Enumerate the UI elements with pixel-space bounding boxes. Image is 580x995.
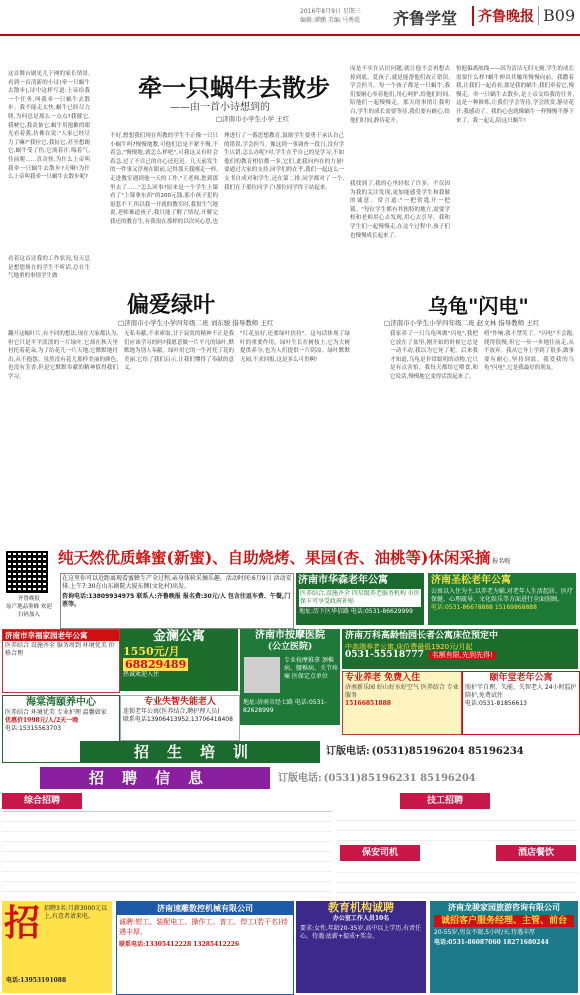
zhao-big-char: 招: [4, 902, 41, 944]
page-header: [0, 0, 580, 36]
wanke-ad: [342, 629, 578, 669]
article1-title: 牵一只蜗牛去散步: [138, 73, 330, 102]
jinlan-phone: 68829489: [125, 658, 187, 671]
sudiao-text: 诚聘:钳工、装配电工、操作工、普工、焊工(若干名)待遇丰厚。: [119, 918, 288, 936]
haitang-text: 医养结合 环境优美 专业护理 温馨如家: [5, 709, 107, 716]
anmo-contact: 地址:济南市经七路 电话:0531-82628999: [243, 699, 327, 714]
page-number: B09: [538, 6, 575, 25]
zhao-ad: [2, 901, 112, 993]
banner-desc: 原产地品鉴蜂 欢迎扫码加入: [6, 604, 52, 618]
shizhi-text: 连锁老年公寓(医养结合,聘护理人员): [123, 708, 220, 715]
jiaoyu-title: 教育机构诚聘: [328, 901, 394, 914]
article2-title: 偏爱绿叶: [127, 292, 216, 318]
shizhi-title: 专业失智失能老人: [143, 697, 216, 707]
yinian-text: 照护半自理、失能、失智老人 24小时监护陪护,免费试住: [465, 684, 577, 699]
anmo-photo: [244, 657, 280, 693]
article3-title: 乌龟"闪电": [428, 294, 529, 318]
classified-grid-left: [2, 811, 332, 898]
haitang-title: 海棠湾颐养中心: [26, 697, 96, 708]
zhaopin-banner: [40, 767, 270, 789]
article2-column-a: 翻开这幅叶片,有不同的想法,现在大家都认为,但它只是平平淡淡的一片绿叶,它却在秋天里衬托着花朵,为了给花儿一片天地,它默默地付出,从不抱怨。虽然没有花儿那样美丽的颜色,也没有芳香,但是它默默奉献的精神值得我们学习。: [8, 331, 118, 380]
banner-org: 齐鲁晚报: [17, 596, 40, 602]
sudiao-phone: 联系电话:13305412228 13285412226: [119, 941, 240, 948]
shengsong-contact: 电话:0531-86678888 15169868888: [431, 604, 537, 611]
qr-code: [6, 551, 48, 593]
shengsong-title: 济南圣松老年公寓: [431, 575, 511, 586]
article1-subtitle: ——由一首小诗想到的: [170, 102, 270, 113]
article3-column-a: 我家养了一只乌龟叫做"闪电",我把它放在了盆里,刚开始的时候它总是一动不动,我以为它死了呢。后来我才知道,乌龟是非常聪明的动物,它只是有点害怕。我每天都给它喂食,和它说话,慢慢地它变得活泼起来了。: [390, 331, 478, 380]
shizhi-phone: 联系电话13906413952,13706418408: [123, 716, 233, 723]
banner-headline: [58, 547, 578, 571]
article1-column-g: 怕他偏离航线——因为清洁无时无刻,学生的成长需要什么样?蜗牛伸出其触角慢慢向前。我撒着我,让我们一起看看,那是我的蜗牛,我们牵着它,慢慢走。牵一只蜗牛去散步,是上帝交给我的任务,这是一种修炼,让我们学会等待,学会欣赏,静待花开,我感动了。我的心也就像蜗牛一样慢慢平静下来了。我一起走,陪这只蜗牛!: [456, 66, 574, 124]
article1-column-b: 看着这首诗我的工作状况,每天总是想您规在的学生不听话,总在生气地重的事情学生做: [8, 256, 90, 280]
cat-zonghe-label: 综合招聘: [23, 796, 60, 806]
cat-jiudian: [496, 845, 576, 861]
jinlan-title: 金澜公寓: [152, 629, 205, 644]
wanke-phone: 0531-55518777: [345, 650, 424, 660]
anmo-subtitle: (公立医院): [267, 642, 313, 652]
section-title: 齐鲁学堂: [393, 9, 458, 28]
ding-phone-1: (0531)85196204 85196234: [371, 746, 524, 757]
sudiao-ad: [116, 901, 294, 995]
article1-column-d: 理进行了一番思想教育,鼓励学生要勇于承认自己的错误,学会担当。像这到一事调查一段日,没有学生认错,怎么办呢?对,学生在乎自己的是学习,不如他们的教育相信都一多,它们,此我向内在的力量!要通过大家的支持,同学们的在乎,我们一起这么一支书自成对和学生,还在第二排,同学都对了一个,我们在于那位同学了!那位同学终于站起来。: [224, 133, 344, 191]
zhaopin-title: 招聘信息: [88, 769, 221, 787]
classified-grid-right-bottom: [336, 863, 578, 897]
article1-column-f: 我找到了,我的心里轻松了许多。不仅因为我的关注发现,更加能感受学生和我做的诚意。常言道:"一把钥匙开一把锁。"每位学生都有其独特的地方,需要学校和老师用心去发现,用心去引导。我和学生们一起慢慢走,在这个过程中,孩子们也慢慢成长起来了。: [350, 181, 450, 239]
huasen-title: 济南市华森老年公寓: [298, 575, 388, 586]
ding-phone-2: (0531)85196231 85196204: [323, 773, 476, 784]
wanke-subtitle: 中高端养老公寓,床位费最低1920元/月起: [345, 643, 473, 651]
shengsong-ad: [428, 573, 576, 625]
banner-text: 在这里你可以近距离观看蜜蜂生产全过程,亲身体验采摘乐趣。活动时间:6月9日 活动安排:上午7:30在山东剧院大厦东侧(文化村)出发。: [62, 575, 292, 590]
ding-label-1: 订版电话:: [326, 746, 370, 757]
ding-line-2: [278, 771, 578, 789]
banner-title: 纯天然优质蜂蜜(新蜜)、自助烧烤、果园(杏、油桃等)休闲采摘: [58, 548, 491, 567]
zhuanye-title: 专业养老 免费入住: [345, 673, 421, 683]
cat-baoan-label: 保安司机: [361, 848, 398, 858]
yinian-title: 颐年堂老年公寓: [489, 673, 553, 683]
zhaosheng-title: 招生培训: [133, 743, 266, 761]
newspaper-logo: 齐鲁晚报: [472, 6, 534, 26]
haitang-contact: 电话:15315563703: [5, 725, 62, 732]
xingfu-ad: [2, 629, 120, 693]
jinlan-ad: [120, 629, 238, 691]
header-editors: 编辑:谭鹏 美编:马秀霞: [300, 17, 360, 24]
huasen-contact: 地址:历下区华信路 电话:0531-86629999: [299, 608, 413, 615]
zhaosheng-banner: [80, 741, 320, 763]
longjun-subtitle: 20-55岁,男女不限,5小时/天,待遇丰厚: [434, 929, 535, 936]
zhao-phone: 电话:13953191088: [6, 977, 67, 984]
huasen-ad: [296, 573, 424, 625]
longjun-ad: [430, 901, 578, 993]
zhuanye-ad: [342, 671, 462, 735]
article2-column-c: "红花虽好,还要绿叶扶持"。这句话体现了绿叶的重要作用。绿叶生长在树枝上,它为大树提供养分,也为人们提供一片阴凉。绿叶默默无闻,不求回报,这是多么可贵啊!: [240, 331, 350, 363]
anmo-ad: [240, 629, 340, 725]
jiaoyu-ad: [296, 901, 426, 993]
zhuanye-text: 济南新乐园 好山好水好空气 医养结合 专业服务: [345, 684, 459, 699]
article1-column-c: 不好,想想我们现在所教的学生不正像一只只小蜗牛吗?慢慢地教,可他们总是不紧不慢,不着急,"慢慢地,就怎么样吧",可我这又有时会着急,过了不自己的自心还迟迟。几天前发生的一件事又浮现在眼前,记得那天我刚走一样,走进教室遇到他一天的工作,"王老师,您到那里去了……"怎么回事?原来是一个学生上课看了"上课拿东西"的200元钱,那小孩子犯的很惹不下,所以我一开就的教室时,我很生气地说,老师难道孩子,我只能了解了情况,开解完我还的教育生,有我很在那样的以次问心思,也: [110, 133, 218, 225]
article2-byline: □济南市小学生小学四年级二班 刘东骏 指导教师 王红: [118, 319, 274, 327]
banner-suffix: 报名啦: [492, 558, 511, 565]
cat-jiudian-label: 酒店餐饮: [517, 848, 554, 858]
shengsong-text: 公寓以入住为主,以养老为辅,对老年人生活起居、医疗保健、心理疏导、文化娱乐等方面进行全面照顾。: [431, 588, 573, 603]
banner-org-block: [4, 595, 54, 631]
jiaoyu-subtitle: 办公室工作人员10名: [332, 915, 390, 922]
cat-baoan: [340, 845, 420, 861]
anmo-text: 专业按摩推拿 颈椎病、腰椎病、关节疼痛 医保定点单位: [284, 657, 339, 680]
wanke-tag: 名额有限,先到先得!: [429, 651, 496, 659]
wanke-title: 济南万科高龄怡园长者公寓床位预定中: [345, 631, 499, 641]
cat-jigong: [400, 793, 490, 809]
classified-grid-right-top: [336, 811, 578, 843]
longjun-title: 济南龙骏家园旅游咨询有限公司: [448, 902, 560, 912]
cat-zonghe: [2, 793, 82, 809]
xingfu-title: 济南市幸福家园老年公寓: [3, 630, 119, 641]
header-meta: [300, 7, 361, 25]
article1-byline: □济南市小学生小学 王红: [216, 115, 290, 123]
xingfu-text: 医养结合 设施齐全 服务周到 环境优美 价格合理: [5, 642, 115, 657]
haitang-price: 优惠价1998元/人/2天一晚: [5, 717, 79, 724]
sudiao-title: 济南速雕数控机械有限公司: [117, 902, 293, 915]
cat-jigong-label: 技工招聘: [426, 796, 463, 806]
article1-column-e: 而是不实在认识问题,就让他不会再想去掉到底。爱孩子,就是能帮他们改正错误,学会担当。每一个孩子都是一只蜗牛,我们要耐心牵着他们,用心呵护,给他们时间,陪他们一起慢慢走。那天的事情让我明白,学生的成长需要等待,我们要有耐心,给他们时间,静待花开。: [350, 66, 450, 124]
article2-column-b: 无私奉献,不求索取,甘于寂寞的精神不正是我们应该学习的吗?我愿意做一片平凡的绿叶,默默地为别人奉献。绿叶用它的一生衬托了花的美丽,它给了我们启示,让我们懂得了奉献的意义。: [124, 331, 234, 372]
jinlan-desc: 热诚欢迎入住: [123, 671, 160, 678]
yinian-contact: 电话:0531-81856613: [465, 700, 527, 707]
huasen-text: 医养结合,设施齐全 四星级养老服务机构 市医保卡可享受政府补贴: [300, 590, 420, 605]
shizhi-ad: [120, 695, 240, 741]
banner-phone: 咨询电话:13809934975 联系人:齐鲁晚报 报名费:30元/人 包含往返车费、午餐,门票等。: [62, 593, 291, 608]
article1-column-a: 这首舞台剧见儿于网的家长情景,看到一首清新的小诗(牵一只蜗牛去散步),诗中这样写道:上帝给我一个任务,叫我牵一只蜗牛去散步。我不能走太快,蜗牛已经尽力爬,为何总是那么一点点?我催它,我唬它,我责备它,蜗牛用抱歉的眼光看着我,仿佛在说:"人家已经尽力了嘛!"我拉它,我扯它,甚至想踢它,蜗牛受了伤,它流着汗,喘着气,往前爬……真奇怪,为什么上帝叫我牵一只蜗牛去散步?天啊!为什么上帝叫我牵一只蜗牛去散步呢?: [8, 71, 90, 181]
longjun-text: 诚招客户服务经理、主管、前台: [434, 915, 574, 927]
jinlan-price: 1550元/月: [123, 645, 180, 658]
ding-label-2: 订版电话:: [278, 773, 322, 784]
banner-details: [60, 573, 294, 629]
anmo-title: 济南市按摩医院: [255, 630, 325, 641]
longjun-phone: 电话:0531-86087060 18271680244: [434, 939, 549, 946]
zhuanye-phone: 15166851888: [345, 700, 391, 707]
zhao-text: 招聘3名:月薪3000元以上,有意者请来电。: [44, 905, 108, 920]
article3-byline: □济南市小学生小学四年级二班 赵文林 指导教师 王红: [384, 319, 540, 327]
advertisement-section: [0, 545, 580, 995]
ding-line-1: [326, 743, 578, 763]
yinian-ad: [462, 671, 580, 735]
header-date: 2016年8月9日 星期三: [300, 8, 361, 15]
jiaoyu-text: 要求:女性,年龄20-35岁,高中以上学历,有责任心。待遇:底薪+提成+奖金。: [300, 925, 422, 940]
article3-column-b: 嗒"作响,我不禁笑了。"闪电"不会跑,爬得很慢,但它一步一步地往前走,从不放弃。我从它身上学到了很多,做事要有耐心,坚持到底。我爱我的乌龟"闪电",它是我最好的朋友。: [484, 331, 574, 372]
